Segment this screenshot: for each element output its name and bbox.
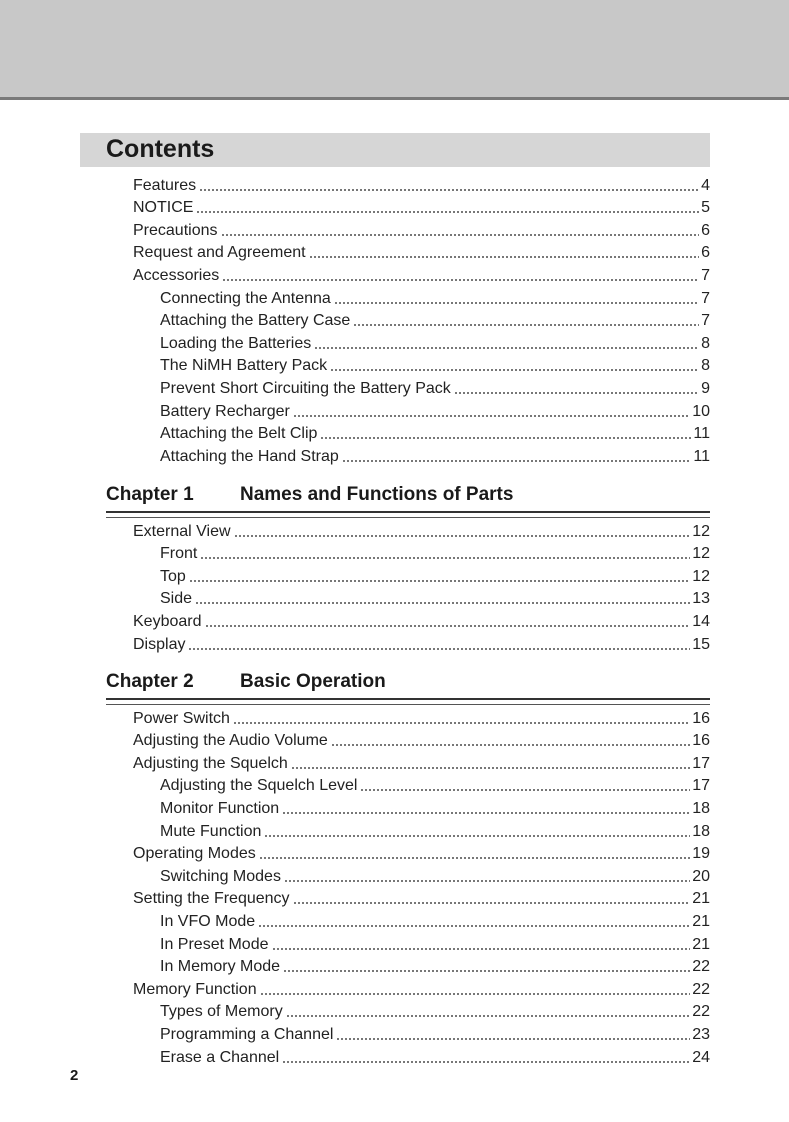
dot-leader: [233, 722, 690, 724]
toc-entry-title: Request and Agreement: [133, 244, 306, 262]
toc-entry-title: Keyboard: [133, 612, 202, 630]
toc-entry[interactable]: [133, 631, 710, 654]
page-number: 2: [70, 1067, 79, 1084]
toc-entry-title: Switching Modes: [160, 867, 281, 885]
toc-entry-page: 23: [692, 1025, 710, 1043]
toc-entry-title: NOTICE: [133, 199, 194, 217]
toc-entry-title: Precautions: [133, 221, 218, 239]
dot-leader: [309, 256, 700, 258]
toc-entry[interactable]: [160, 375, 710, 398]
page-title: Contents: [106, 135, 215, 163]
toc-entry[interactable]: [160, 818, 710, 841]
toc-entry[interactable]: [133, 518, 710, 541]
dot-leader: [188, 648, 690, 650]
toc-entry-page: 6: [701, 221, 710, 239]
toc-entry-page: 22: [692, 1003, 710, 1021]
toc-entry[interactable]: [133, 172, 710, 195]
toc-entry[interactable]: [160, 541, 710, 564]
dot-leader: [282, 812, 690, 814]
toc-entry-page: 21: [692, 935, 710, 953]
toc-entry[interactable]: [160, 563, 710, 586]
chapter-name: Basic Operation: [240, 671, 386, 692]
toc-entry-title: Accessories: [133, 266, 220, 284]
dot-leader: [259, 857, 690, 859]
toc-entry-page: 19: [692, 845, 710, 863]
toc-entry-title: Memory Function: [133, 980, 257, 998]
toc-entry-page: 12: [692, 522, 710, 540]
toc-entry[interactable]: [160, 308, 710, 331]
toc-entry-page: 13: [692, 590, 710, 608]
chapter-name: Names and Functions of Parts: [240, 484, 514, 505]
toc-entry-title: Prevent Short Circuiting the Battery Pack: [160, 379, 451, 397]
toc-entry-page: 15: [692, 635, 710, 653]
toc-entry[interactable]: [160, 773, 710, 796]
toc-entry-title: Erase a Channel: [160, 1048, 280, 1066]
dot-leader: [222, 279, 699, 281]
dot-leader: [272, 948, 691, 950]
toc-entry[interactable]: [133, 195, 710, 218]
dot-leader: [221, 234, 700, 236]
toc-entry-title: In Preset Mode: [160, 935, 269, 953]
dot-leader: [320, 437, 691, 439]
toc-entry-title: Features: [133, 176, 197, 194]
toc-entry-title: Mute Function: [160, 822, 262, 840]
dot-leader: [342, 460, 692, 462]
toc-entry[interactable]: [133, 750, 710, 773]
toc-entry-page: 7: [701, 312, 710, 330]
toc-entry-title: Attaching the Battery Case: [160, 312, 351, 330]
toc-entry[interactable]: [133, 705, 710, 728]
toc-entry[interactable]: [160, 863, 710, 886]
dot-leader: [454, 392, 699, 394]
toc-entry-page: 24: [692, 1048, 710, 1066]
toc-entry[interactable]: [160, 398, 710, 421]
toc-entry[interactable]: [160, 586, 710, 609]
dot-leader: [205, 625, 691, 627]
toc-entry[interactable]: [160, 954, 710, 977]
toc-entry[interactable]: [133, 262, 710, 285]
dot-leader: [330, 369, 699, 371]
dot-leader: [200, 557, 690, 559]
toc-entry-title: In VFO Mode: [160, 912, 256, 930]
dot-leader: [360, 789, 690, 791]
toc-entry[interactable]: [133, 217, 710, 240]
dot-leader: [336, 1038, 690, 1040]
toc-entry[interactable]: [160, 931, 710, 954]
toc-entry-page: 12: [692, 567, 710, 585]
toc-entry-title: Front: [160, 545, 198, 563]
chapter-number: Chapter 1: [106, 484, 194, 505]
toc-entry-title: Programming a Channel: [160, 1025, 334, 1043]
dot-leader: [283, 970, 690, 972]
toc-intro-list: [0, 172, 789, 466]
toc-entry[interactable]: [160, 999, 710, 1022]
toc-entry-title: Display: [133, 635, 186, 653]
toc-entry[interactable]: [133, 240, 710, 263]
toc-entry-page: 7: [701, 289, 710, 307]
toc-entry-page: 10: [692, 402, 710, 420]
toc-entry-page: 8: [701, 357, 710, 375]
toc-entry[interactable]: [160, 1044, 710, 1067]
toc-entry-page: 16: [692, 709, 710, 727]
toc-entry-page: 6: [701, 244, 710, 262]
toc-entry[interactable]: [160, 330, 710, 353]
toc-entry-title: Adjusting the Audio Volume: [133, 732, 328, 750]
toc-entry-page: 17: [692, 777, 710, 795]
dot-leader: [331, 744, 690, 746]
toc-entry-title: Monitor Function: [160, 799, 280, 817]
toc-entry-title: Loading the Batteries: [160, 334, 312, 352]
dot-leader: [353, 324, 699, 326]
header-band: [0, 0, 789, 100]
dot-leader: [258, 925, 690, 927]
toc-entry-title: Types of Memory: [160, 1003, 283, 1021]
dot-leader: [234, 535, 691, 537]
toc-entry-page: 11: [693, 447, 710, 465]
toc-entry-page: 4: [701, 176, 710, 194]
toc-entry-title: In Memory Mode: [160, 958, 281, 976]
toc-entry-page: 11: [693, 425, 710, 443]
toc-entry-page: 21: [692, 890, 710, 908]
toc-entry[interactable]: [160, 421, 710, 444]
toc-entry-title: Adjusting the Squelch: [133, 754, 288, 772]
toc-chapter-1-list: [0, 518, 789, 654]
toc-entry-page: 22: [692, 980, 710, 998]
chapter-2-heading: [106, 669, 710, 705]
toc-entry-title: External View: [133, 522, 231, 540]
toc-entry-title: Operating Modes: [133, 845, 256, 863]
dot-leader: [291, 767, 690, 769]
toc-entry[interactable]: [133, 728, 710, 751]
dot-leader: [199, 189, 699, 191]
dot-leader: [195, 602, 690, 604]
dot-leader: [189, 580, 690, 582]
dot-leader: [264, 835, 690, 837]
toc-entry-page: 21: [692, 912, 710, 930]
toc-entry[interactable]: [160, 1021, 710, 1044]
chapter-number: Chapter 2: [106, 671, 194, 692]
dot-leader: [293, 415, 690, 417]
dot-leader: [284, 880, 690, 882]
toc-entry-page: 20: [692, 867, 710, 885]
dot-leader: [282, 1061, 690, 1063]
toc-entry[interactable]: [160, 908, 710, 931]
toc-entry[interactable]: [160, 353, 710, 376]
chapter-rule: [106, 698, 710, 705]
toc-entry-page: 14: [692, 612, 710, 630]
toc-entry-title: Setting the Frequency: [133, 890, 290, 908]
toc-entry-page: 16: [692, 732, 710, 750]
toc-entry-title: Attaching the Belt Clip: [160, 425, 318, 443]
toc-entry[interactable]: [160, 795, 710, 818]
toc-entry-title: Power Switch: [133, 709, 230, 727]
toc-entry-title: Battery Recharger: [160, 402, 290, 420]
dot-leader: [286, 1015, 691, 1017]
toc-entry-title: Adjusting the Squelch Level: [160, 777, 358, 795]
toc-entry-page: 18: [692, 799, 710, 817]
toc-entry-title: Attaching the Hand Strap: [160, 447, 339, 465]
toc-entry-page: 9: [701, 379, 710, 397]
toc-entry[interactable]: [133, 886, 710, 909]
toc-entry-page: 17: [692, 754, 710, 772]
toc-entry[interactable]: [160, 443, 710, 466]
toc-entry[interactable]: [133, 841, 710, 864]
toc-entry-page: 8: [701, 334, 710, 352]
toc-entry[interactable]: [133, 608, 710, 631]
dot-leader: [196, 211, 699, 213]
toc-entry-page: 5: [701, 199, 710, 217]
chapter-1-heading: [106, 482, 710, 518]
toc-entry-page: 12: [692, 545, 710, 563]
toc-entry-title: Top: [160, 567, 186, 585]
toc-entry-page: 22: [692, 958, 710, 976]
dot-leader: [314, 347, 699, 349]
dot-leader: [260, 993, 691, 995]
toc-entry[interactable]: [160, 285, 710, 308]
toc-entry-title: The NiMH Battery Pack: [160, 357, 328, 375]
toc-entry-title: Connecting the Antenna: [160, 289, 331, 307]
toc-chapter-2-list: [0, 705, 789, 1067]
chapter-rule: [106, 511, 710, 518]
toc-entry-page: 7: [701, 266, 710, 284]
toc-entry-page: 18: [692, 822, 710, 840]
toc-entry[interactable]: [133, 976, 710, 999]
dot-leader: [293, 902, 691, 904]
dot-leader: [334, 302, 699, 304]
contents-heading-bar: [80, 133, 710, 167]
toc-entry-title: Side: [160, 590, 193, 608]
